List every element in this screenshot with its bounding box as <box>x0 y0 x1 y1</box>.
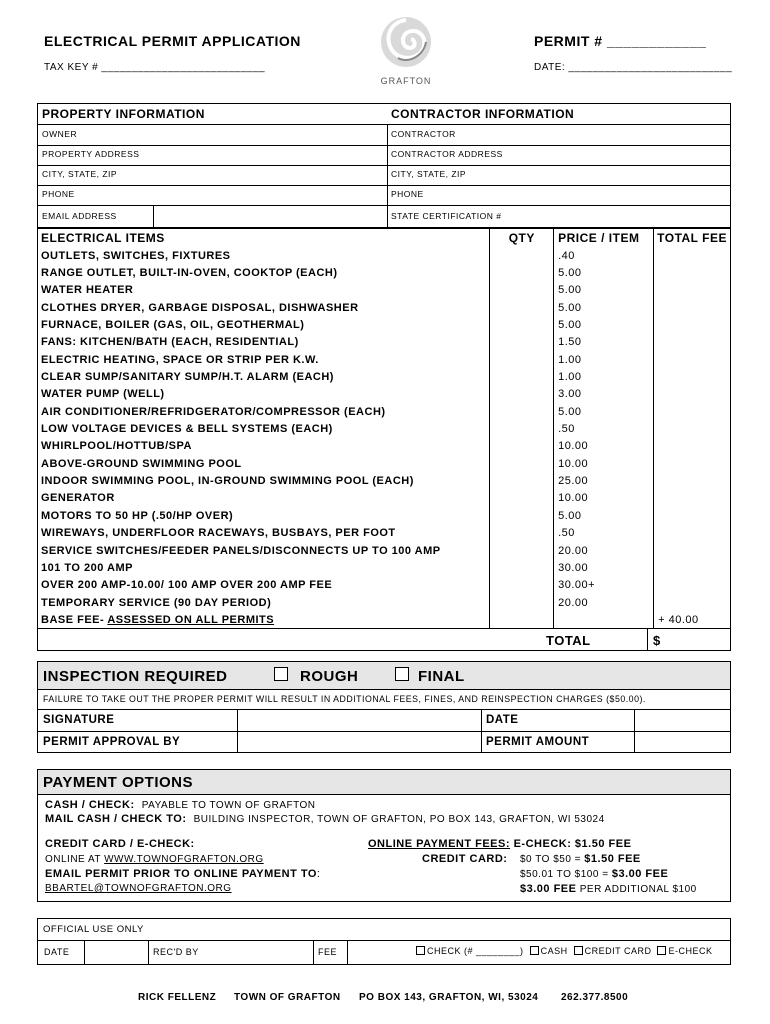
base-fee-price <box>554 611 654 628</box>
item-name: TEMPORARY SERVICE (90 DAY PERIOD) <box>41 596 272 609</box>
cash-checkbox[interactable] <box>530 946 539 955</box>
item-name: LOW VOLTAGE DEVICES & BELL SYSTEMS (EACH) <box>41 423 333 436</box>
logo-text: GRAFTON <box>380 76 432 86</box>
cc-tier2-fee: $3.00 FEE <box>611 868 669 880</box>
final-checkbox[interactable] <box>395 667 409 681</box>
item-row <box>38 299 730 316</box>
property-city-field[interactable]: CITY, STATE, ZIP <box>42 169 118 179</box>
item-qty-input[interactable] <box>490 490 554 507</box>
item-name: WATER PUMP (WELL) <box>41 388 165 401</box>
email-permit-line: EMAIL PERMIT PRIOR TO ONLINE PAYMENT TO: <box>45 868 321 880</box>
item-qty-input[interactable] <box>490 577 554 594</box>
item-row <box>38 542 730 559</box>
signature-field[interactable]: SIGNATURE <box>43 714 115 726</box>
item-total-fee-input[interactable] <box>654 490 730 507</box>
item-price: 20.00 <box>554 594 654 611</box>
item-qty-input[interactable] <box>490 525 554 542</box>
credit-card-label: CREDIT CARD / E-CHECK: <box>45 838 195 850</box>
item-row <box>38 282 730 299</box>
item-row <box>38 351 730 368</box>
item-total-fee-input[interactable] <box>654 507 730 524</box>
item-name: FURNACE, BOILER (GAS, OIL, GEOTHERMAL) <box>41 319 305 332</box>
item-row <box>38 264 730 281</box>
cash-check-label: CASH / CHECK: <box>45 799 135 811</box>
tax-key-field[interactable]: TAX KEY # ___________________________ <box>44 62 266 73</box>
item-price: 5.00 <box>554 316 654 333</box>
item-row <box>38 403 730 420</box>
item-qty-input[interactable] <box>490 507 554 524</box>
footer-phone: 262.377.8500 <box>561 992 629 1003</box>
cc-fee-label: CREDIT CARD: <box>422 853 508 865</box>
recd-by-field[interactable]: REC'D BY <box>153 947 199 957</box>
property-heading: PROPERTY INFORMATION <box>42 107 205 121</box>
item-qty-input[interactable] <box>490 594 554 611</box>
cc-tier1-fee: $1.50 FEE <box>584 853 641 865</box>
mail-text: BUILDING INSPECTOR, TOWN OF GRAFTON, PO BOX 143, GRAFTON, WI 53024 <box>193 814 605 825</box>
item-total-fee-input[interactable] <box>654 438 730 455</box>
item-total-fee-input[interactable] <box>654 525 730 542</box>
item-total-fee-input[interactable] <box>654 282 730 299</box>
item-name: MOTORS TO 50 HP (.50/HP OVER) <box>41 509 234 522</box>
item-name: CLEAR SUMP/SANITARY SUMP/H.T. ALARM (EACH) <box>41 371 334 384</box>
permit-amount-field[interactable]: PERMIT AMOUNT <box>486 736 590 748</box>
official-fee-field[interactable]: FEE <box>318 947 338 957</box>
date-field[interactable]: DATE: ___________________________ <box>534 62 733 73</box>
item-row <box>38 368 730 385</box>
item-row <box>38 594 730 611</box>
item-price: 5.00 <box>554 299 654 316</box>
cc-tier1 <box>520 853 641 865</box>
owner-field[interactable]: OWNER <box>42 129 78 139</box>
col-electrical-items: ELECTRICAL ITEMS <box>41 231 165 245</box>
item-qty-input[interactable] <box>490 542 554 559</box>
property-phone-field[interactable]: PHONE <box>42 189 75 199</box>
echeck-label: E-CHECK <box>668 946 713 956</box>
item-price: .50 <box>554 420 654 437</box>
footer-name: RICK FELLENZ <box>138 992 217 1003</box>
email-permit-label: EMAIL PERMIT PRIOR TO ONLINE PAYMENT TO <box>45 868 317 880</box>
item-name: WIREWAYS, UNDERFLOOR RACEWAYS, BUSBAYS, PER FOOT <box>41 527 396 540</box>
item-total-fee-input[interactable] <box>654 577 730 594</box>
item-total-fee-input[interactable] <box>654 247 730 264</box>
item-row <box>38 316 730 333</box>
permit-number-field[interactable]: PERMIT # ____________ <box>534 33 707 49</box>
item-price: 10.00 <box>554 490 654 507</box>
footer-town: TOWN OF GRAFTON <box>234 992 341 1003</box>
item-row <box>38 420 730 437</box>
mail-label: MAIL CASH / CHECK TO: <box>45 813 187 825</box>
payment-type-checkboxes <box>416 946 712 956</box>
rough-checkbox[interactable] <box>274 667 288 681</box>
item-row <box>38 455 730 472</box>
base-fee-label: BASE FEE- <box>41 613 105 626</box>
official-use-section <box>37 918 731 965</box>
credit-card-label: CREDIT CARD <box>584 946 652 956</box>
cash-label: CASH <box>540 946 568 956</box>
item-name: ABOVE-GROUND SWIMMING POOL <box>41 457 242 470</box>
item-price: 1.00 <box>554 368 654 385</box>
item-qty-input[interactable] <box>490 351 554 368</box>
email-address-link[interactable]: BBARTEL@TOWNOFGRAFTON.ORG <box>45 883 232 894</box>
online-line <box>45 854 264 865</box>
base-fee-qty <box>490 611 554 628</box>
item-qty-input[interactable] <box>490 316 554 333</box>
swirl-logo-icon <box>378 14 434 70</box>
item-qty-input[interactable] <box>490 455 554 472</box>
cc-tier3-text: PER ADDITIONAL $100 <box>579 884 697 895</box>
contractor-city-field[interactable]: CITY, STATE, ZIP <box>391 169 467 179</box>
col-qty: QTY <box>490 229 554 247</box>
form-title: ELECTRICAL PERMIT APPLICATION <box>44 33 301 49</box>
cash-check-text: PAYABLE TO TOWN OF GRAFTON <box>141 800 316 811</box>
item-row <box>38 490 730 507</box>
items-section <box>37 228 731 651</box>
echeck-checkbox[interactable] <box>657 946 666 955</box>
item-name: CLOTHES DRYER, GARBAGE DISPOSAL, DISHWASHER <box>41 301 359 314</box>
item-price: 10.00 <box>554 438 654 455</box>
item-name: GENERATOR <box>41 492 115 505</box>
item-price: 3.00 <box>554 386 654 403</box>
item-total-fee-input[interactable] <box>654 386 730 403</box>
item-total-fee-input[interactable] <box>654 299 730 316</box>
item-qty-input[interactable] <box>490 420 554 437</box>
item-qty-input[interactable] <box>490 299 554 316</box>
item-name: INDOOR SWIMMING POOL, IN-GROUND SWIMMING POOL (EACH) <box>41 475 414 488</box>
item-row <box>38 525 730 542</box>
info-section <box>37 103 731 228</box>
base-fee-note: ASSESSED ON ALL PERMITS <box>107 613 275 626</box>
item-name: WHIRLPOOL/HOTTUB/SPA <box>41 440 192 453</box>
item-price: 1.50 <box>554 334 654 351</box>
item-row <box>38 247 730 264</box>
item-total-fee-input[interactable] <box>654 472 730 489</box>
item-qty-input[interactable] <box>490 264 554 281</box>
state-certification-field[interactable]: STATE CERTIFICATION # <box>391 211 502 221</box>
payment-section <box>37 769 731 902</box>
online-url-link[interactable]: WWW.TOWNOFGRAFTON.ORG <box>104 854 264 865</box>
item-price: 10.00 <box>554 455 654 472</box>
item-qty-input[interactable] <box>490 559 554 576</box>
item-name: RANGE OUTLET, BUILT-IN-OVEN, COOKTOP (EACH) <box>41 267 338 280</box>
item-qty-input[interactable] <box>490 438 554 455</box>
item-price: .50 <box>554 525 654 542</box>
cc-tier1-range: $0 TO $50 = <box>520 854 582 865</box>
echeck-fee: E-CHECK: $1.50 FEE <box>513 838 632 850</box>
item-qty-input[interactable] <box>490 247 554 264</box>
item-row <box>38 507 730 524</box>
item-price: 5.00 <box>554 264 654 281</box>
online-fees-label: ONLINE PAYMENT FEES: <box>368 838 511 850</box>
total-label: TOTAL <box>546 633 591 648</box>
item-total-fee-input[interactable] <box>654 264 730 281</box>
contractor-address-field[interactable]: CONTRACTOR ADDRESS <box>391 149 503 159</box>
item-total-fee-input[interactable] <box>654 559 730 576</box>
cc-tier2 <box>520 868 668 880</box>
mail-line <box>45 813 605 825</box>
item-price: 5.00 <box>554 507 654 524</box>
col-total-fee: TOTAL FEE <box>654 229 730 247</box>
online-prefix: ONLINE AT <box>45 854 101 865</box>
item-price: 20.00 <box>554 542 654 559</box>
item-price: 30.00 <box>554 559 654 576</box>
check-checkbox[interactable] <box>416 946 425 955</box>
item-qty-input[interactable] <box>490 334 554 351</box>
item-name: AIR CONDITIONER/REFRIDGERATOR/COMPRESSOR (EACH) <box>41 405 386 418</box>
final-label: FINAL <box>418 668 465 685</box>
total-value[interactable]: $ <box>653 633 661 648</box>
item-row <box>38 334 730 351</box>
item-price: .40 <box>554 247 654 264</box>
contractor-field[interactable]: CONTRACTOR <box>391 129 456 139</box>
item-total-fee-input[interactable] <box>654 455 730 472</box>
credit-card-checkbox[interactable] <box>574 946 583 955</box>
item-name: SERVICE SWITCHES/FEEDER PANELS/DISCONNECTS UP TO 100 AMP <box>41 544 441 557</box>
item-row <box>38 438 730 455</box>
contractor-phone-field[interactable]: PHONE <box>391 189 424 199</box>
item-total-fee-input[interactable] <box>654 316 730 333</box>
base-fee-row <box>38 611 730 628</box>
official-heading: OFFICIAL USE ONLY <box>43 924 144 935</box>
inspection-date-field[interactable]: DATE <box>486 714 519 726</box>
item-row <box>38 559 730 576</box>
item-name: WATER HEATER <box>41 284 134 297</box>
permit-approval-field[interactable]: PERMIT APPROVAL BY <box>43 736 181 748</box>
item-price: 5.00 <box>554 403 654 420</box>
item-row <box>38 386 730 403</box>
item-qty-input[interactable] <box>490 386 554 403</box>
item-row <box>38 472 730 489</box>
payment-heading: PAYMENT OPTIONS <box>43 774 194 791</box>
cash-check-line <box>45 799 316 811</box>
item-total-fee-input[interactable] <box>654 351 730 368</box>
email-field[interactable]: EMAIL ADDRESS <box>42 211 117 221</box>
item-total-fee-input[interactable] <box>654 403 730 420</box>
item-total-fee-input[interactable] <box>654 368 730 385</box>
item-name: ELECTRIC HEATING, SPACE OR STRIP PER K.W. <box>41 353 319 366</box>
item-qty-input[interactable] <box>490 403 554 420</box>
property-address-field[interactable]: PROPERTY ADDRESS <box>42 149 140 159</box>
grafton-logo <box>378 14 434 84</box>
inspection-section <box>37 661 731 753</box>
item-qty-input[interactable] <box>490 368 554 385</box>
items-table <box>38 229 730 629</box>
item-price: 1.00 <box>554 351 654 368</box>
item-total-fee-input[interactable] <box>654 420 730 437</box>
item-price: 5.00 <box>554 282 654 299</box>
footer-address: PO BOX 143, GRAFTON, WI, 53024 <box>359 992 539 1003</box>
item-row <box>38 577 730 594</box>
item-total-fee-input[interactable] <box>654 334 730 351</box>
base-fee-value: + 40.00 <box>654 611 730 628</box>
item-total-fee-input[interactable] <box>654 594 730 611</box>
inspection-heading: INSPECTION REQUIRED <box>43 668 228 685</box>
penalty-warning: FAILURE TO TAKE OUT THE PROPER PERMIT WILL RESULT IN ADDITIONAL FEES, FINES, AND REINSPECTION CHARGES ($50.00). <box>43 694 646 704</box>
item-name: OVER 200 AMP-10.00/ 100 AMP OVER 200 AMP FEE <box>41 579 333 592</box>
base-fee-cell <box>38 611 490 628</box>
official-date-field[interactable]: DATE <box>44 947 70 957</box>
cc-tier2-range: $50.01 TO $100 = <box>520 869 609 880</box>
cc-tier3 <box>520 883 697 895</box>
item-total-fee-input[interactable] <box>654 542 730 559</box>
items-header-row <box>38 229 730 247</box>
item-name: OUTLETS, SWITCHES, FIXTURES <box>41 249 231 262</box>
check-label: CHECK (# ________) <box>427 946 524 956</box>
col-price: PRICE / ITEM <box>554 229 654 247</box>
item-qty-input[interactable] <box>490 282 554 299</box>
item-name: FANS: KITCHEN/BATH (EACH, RESIDENTIAL) <box>41 336 299 349</box>
contractor-heading: CONTRACTOR INFORMATION <box>391 107 575 121</box>
item-price: 25.00 <box>554 472 654 489</box>
cc-tier3-fee: $3.00 FEE <box>520 883 577 895</box>
item-name: 101 TO 200 AMP <box>41 561 133 574</box>
item-qty-input[interactable] <box>490 472 554 489</box>
item-price: 30.00+ <box>554 577 654 594</box>
rough-label: ROUGH <box>300 668 359 685</box>
online-fees-line <box>368 838 631 850</box>
